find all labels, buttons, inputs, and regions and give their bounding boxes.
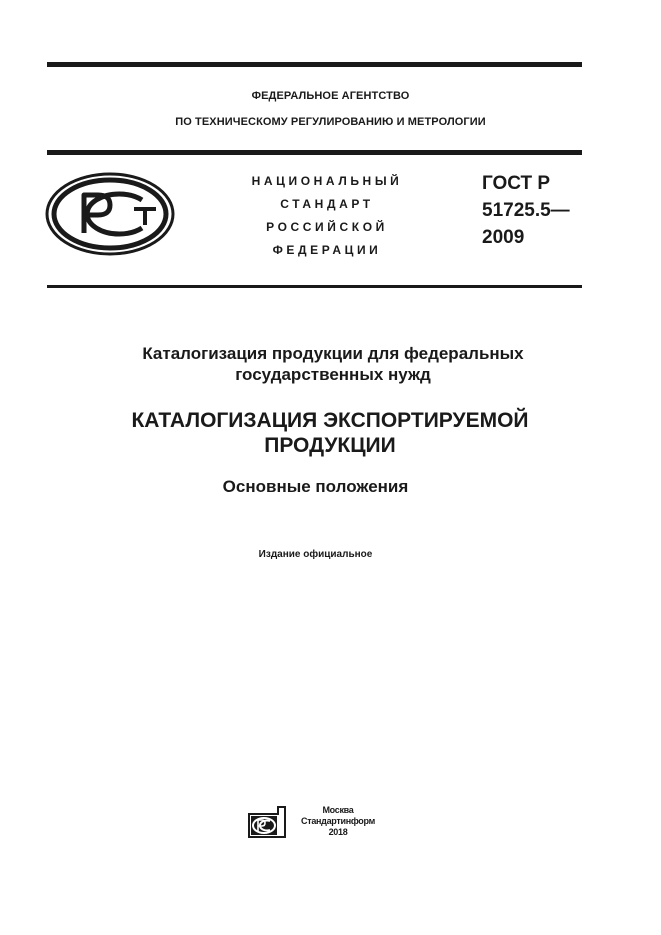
imprint-publisher: Стандартинформ — [301, 816, 375, 826]
agency-line-2: ПО ТЕХНИЧЕСКОМУ РЕГУЛИРОВАНИЮ И МЕТРОЛОГИИ — [175, 116, 486, 128]
standard-type-line-2: СТАНДАРТ — [280, 197, 374, 211]
subtitle: Основные положения — [222, 477, 409, 496]
main-title-line-1: КАТАЛОГИЗАЦИЯ ЭКСПОРТИРУЕМОЙ — [131, 409, 529, 432]
imprint-city: Москва — [322, 805, 354, 815]
imprint — [296, 805, 380, 838]
main-title — [40, 408, 620, 458]
gost-designation — [482, 170, 570, 251]
middle-rule — [47, 150, 582, 155]
edition-note: Издание официальное — [258, 549, 373, 560]
standard-type-line-1: НАЦИОНАЛЬНЫЙ — [251, 174, 403, 188]
general-title-line-2: государственных нужд — [235, 365, 431, 384]
standard-type-block — [230, 170, 424, 262]
main-title-line-2: ПРОДУКЦИИ — [264, 434, 396, 457]
gost-line-3: 2009 — [482, 227, 525, 248]
imprint-year: 2018 — [328, 827, 348, 837]
standard-type-line-4: ФЕДЕРАЦИИ — [272, 243, 382, 257]
rst-certification-logo — [44, 171, 176, 257]
bottom-rule — [47, 285, 582, 288]
general-title-line-1: Каталогизация продукции для федеральных — [142, 344, 524, 363]
agency-line-1: ФЕДЕРАЛЬНОЕ АГЕНТСТВО — [251, 90, 410, 102]
gost-line-2: 51725.5— — [482, 200, 570, 221]
standard-type-line-3: РОССИЙСКОЙ — [266, 220, 388, 234]
gost-line-1: ГОСТ Р — [482, 173, 551, 194]
top-rule — [47, 62, 582, 67]
general-title — [60, 343, 606, 385]
standartinform-logo — [248, 806, 286, 838]
